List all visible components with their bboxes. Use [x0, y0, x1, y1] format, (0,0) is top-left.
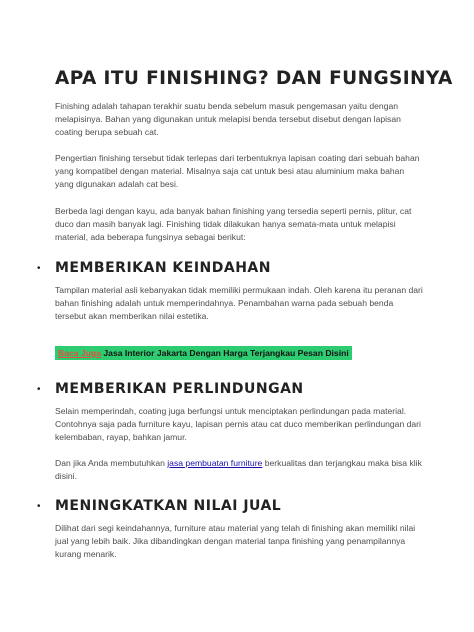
- read-also-banner[interactable]: [55, 346, 352, 360]
- section-heading-text: MEMBERIKAN KEINDAHAN: [55, 260, 271, 276]
- section-nilai-jual-text: Dilihat dari segi keindahannya, furniture atau material yang telah di finishing akan memiliki nilai jual yang lebih baik. Jika dibandingkan dengan material tanpa finishing yang penampilannya kurang menarik.: [55, 523, 416, 559]
- intro-paragraph-3: Berbeda lagi dengan kayu, ada banyak bahan finishing yang tersedia seperti pernis, plitur, cat duco dan masih banyak lagi. Finishing tidak dilakukan hanya semata-mata untuk melapisi material, ada beberapa fungsinya sebagai berikut:: [55, 206, 412, 242]
- section-heading-keindahan: [35, 260, 435, 276]
- furniture-service-link[interactable]: jasa pembuatan furniture: [167, 458, 263, 468]
- section-heading-nilai-jual: [35, 498, 435, 514]
- section-heading-text: MEMBERIKAN PERLINDUNGAN: [55, 381, 304, 397]
- intro-paragraph-2: Pengertian finishing tersebut tidak terlepas dari terbentuknya lapisan coating dari sebuah bahan yang kompatibel dengan material. Misalnya saja cat untuk besi atau aluminium maka bahan yang digunakan adalah cat besi.: [55, 153, 420, 189]
- cta-paragraph: [55, 457, 425, 483]
- intro-paragraph-1: Finishing adalah tahapan terakhir suatu benda sebelum masuk pengemasan yaitu dengan melapisinya. Bahan yang digunakan untuk melapisi benda tersebut disebut dengan lapisan coating berupa sebuah cat.: [55, 101, 401, 137]
- cta-text-after: berkualitas dan terjangkau maka bisa klik disini.: [55, 458, 422, 481]
- read-also-link[interactable]: Jasa Interior Jakarta Dengan Harga Terjangkau Pesan Disini: [103, 348, 349, 358]
- bullet-icon: •: [37, 500, 41, 512]
- section-heading-perlindungan: [35, 381, 435, 397]
- bullet-icon: •: [37, 383, 41, 395]
- cta-text-before: Dan jika Anda membutuhkan: [55, 458, 168, 468]
- bullet-icon: •: [37, 262, 41, 274]
- section-perlindungan-text: Selain memperindah, coating juga berfungsi untuk menciptakan perlindungan pada material. Contohnya saja pada furniture kayu, lapisan pernis atau cat duco memberikan perlindungan dari kelembaban, rayap, bahkan jamur.: [55, 406, 421, 442]
- section-heading-text: MENINGKATKAN NILAI JUAL: [55, 498, 282, 514]
- page-title: APA ITU FINISHING? DAN FUNGSINYA: [55, 68, 453, 89]
- section-keindahan-text: Tampilan material asli kebanyakan tidak memiliki permukaan indah. Oleh karena itu peranan dari bahan finishing adalah untuk memperindahnya. Penambahan warna pada sebuah benda tersebut akan memberikan nilai estetika.: [55, 285, 423, 321]
- read-also-label[interactable]: Baca Juga: [58, 348, 101, 358]
